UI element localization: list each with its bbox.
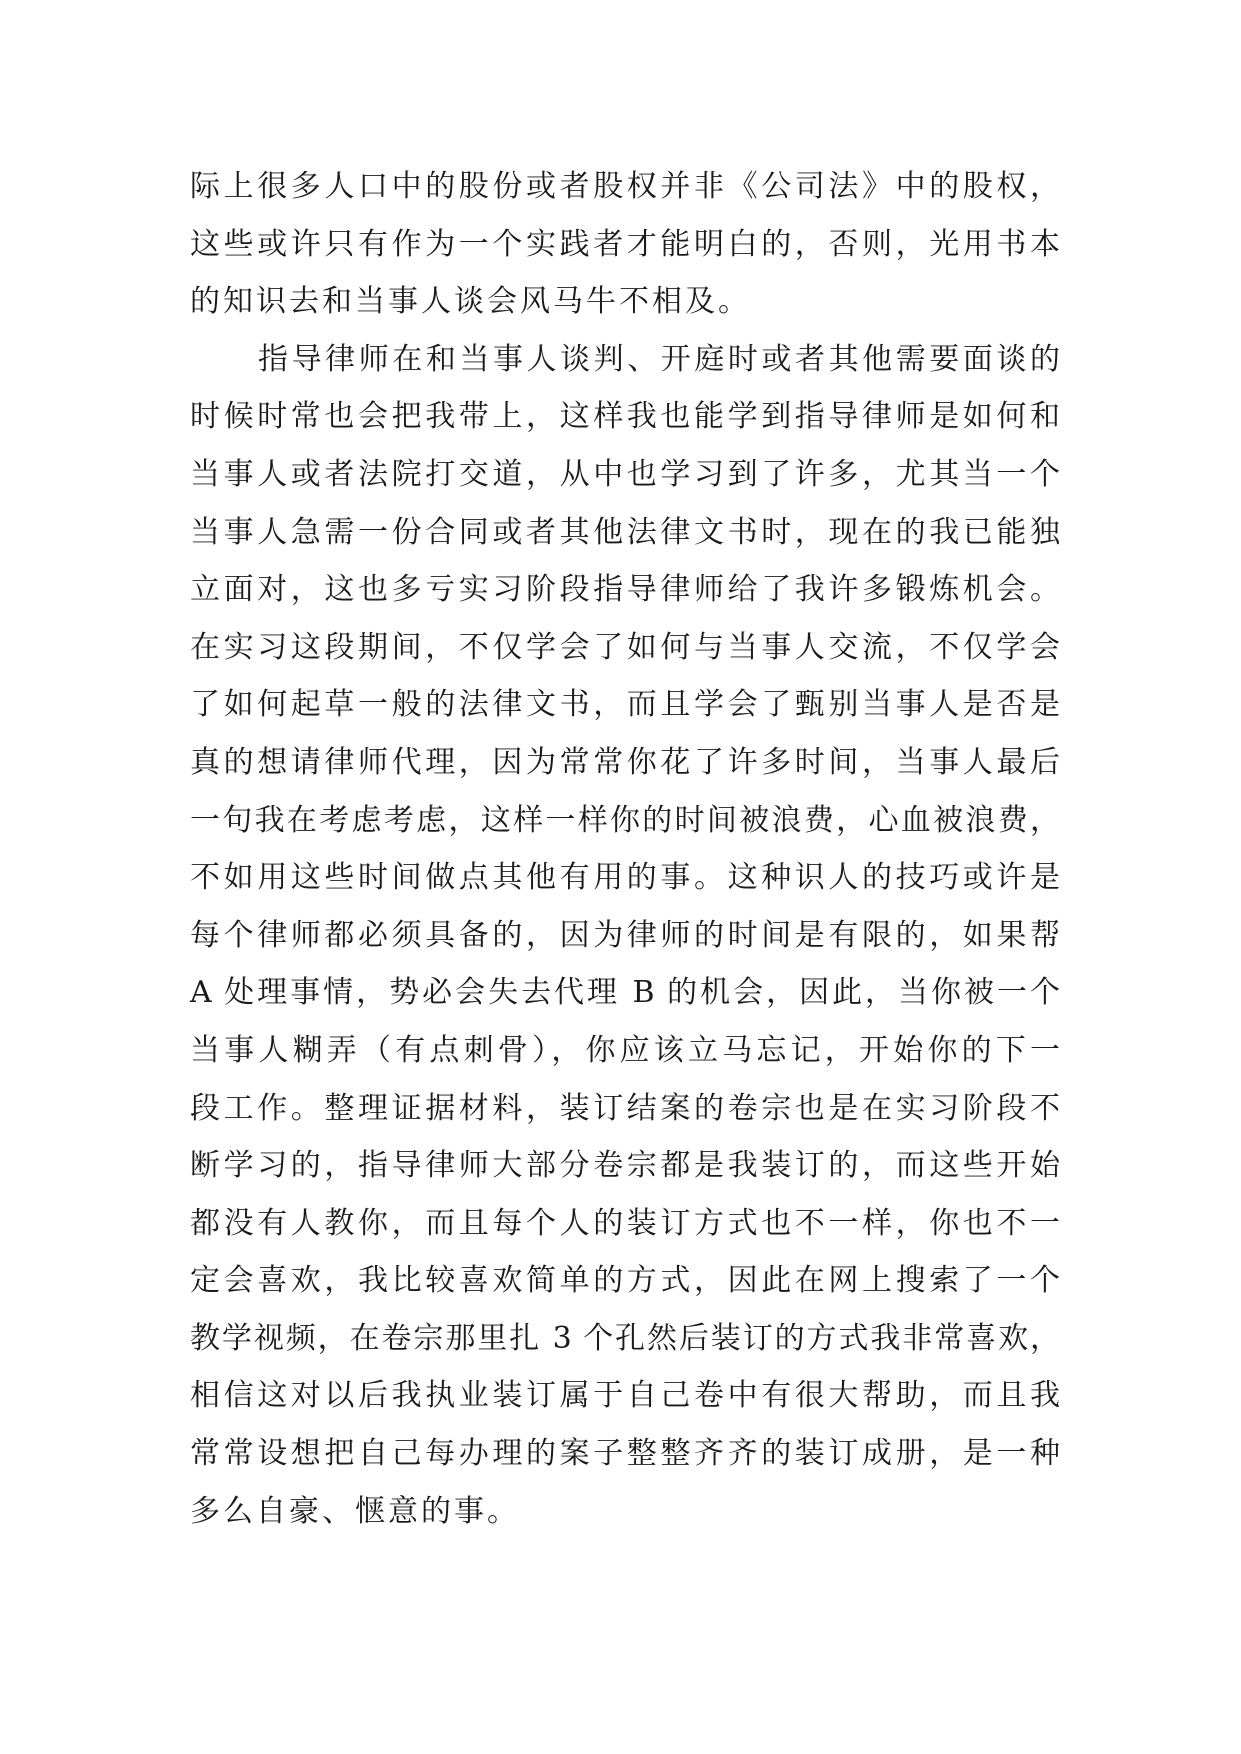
text-line: A 处理事情，势必会失去代理 B 的机会，因此，当你被一个	[190, 975, 1060, 1011]
text-line: 每个律师都必须具备的，因为律师的时间是有限的，如果帮	[190, 917, 1060, 953]
text-line: 际上很多人口中的股份或者股权并非《公司法》中的股权，	[190, 169, 1060, 204]
text-line: 当事人糊弄（有点刺骨），你应该立马忘记，开始你的下一	[190, 1032, 1060, 1068]
text-line: 立面对，这也多亏实习阶段指导律师给了我许多锻炼机会。	[190, 572, 1060, 608]
text-line: 教学视频，在卷宗那里扎 3 个孔然后装订的方式我非常喜欢，	[190, 1320, 1060, 1356]
body-text	[190, 158, 1060, 1540]
text-line: 时候时常也会把我带上，这样我也能学到指导律师是如何和	[190, 399, 1060, 435]
text-line: 多么自豪、惬意的事。	[190, 1493, 520, 1529]
text-line: 当事人或者法院打交道，从中也学习到了许多，尤其当一个	[190, 456, 1060, 492]
text-line: 都没有人教你，而且每个人的装订方式也不一样，你也不一	[190, 1205, 1060, 1241]
text-line: 段工作。整理证据材料，装订结案的卷宗也是在实习阶段不	[190, 1090, 1060, 1126]
text-line: 真的想请律师代理，因为常常你花了许多时间，当事人最后	[190, 744, 1060, 780]
text-line: 在实习这段期间，不仅学会了如何与当事人交流，不仅学会	[190, 629, 1060, 665]
text-line: 常常设想把自己每办理的案子整整齐齐的装订成册，是一种	[190, 1436, 1060, 1472]
text-line: 这些或许只有作为一个实践者才能明白的，否则，光用书本	[190, 226, 1060, 262]
text-line: 一句我在考虑考虑，这样一样你的时间被浪费，心血被浪费，	[190, 802, 1060, 838]
text-line: 不如用这些时间做点其他有用的事。这种识人的技巧或许是	[190, 860, 1060, 896]
text-line: 当事人急需一份合同或者其他法律文书时，现在的我已能独	[190, 514, 1060, 550]
text-line: 定会喜欢，我比较喜欢简单的方式，因此在网上搜索了一个	[190, 1263, 1060, 1299]
text-line: 断学习的，指导律师大部分卷宗都是我装订的，而这些开始	[190, 1148, 1060, 1184]
paragraph-first-line: 指导律师在和当事人谈判、开庭时或者其他需要面谈的	[258, 341, 1060, 377]
text-line: 的知识去和当事人谈会风马牛不相及。	[190, 284, 751, 320]
text-line: 相信这对以后我执业装订属于自己卷中有很大帮助，而且我	[190, 1378, 1060, 1414]
text-line: 了如何起草一般的法律文书，而且学会了甄别当事人是否是	[190, 687, 1060, 723]
